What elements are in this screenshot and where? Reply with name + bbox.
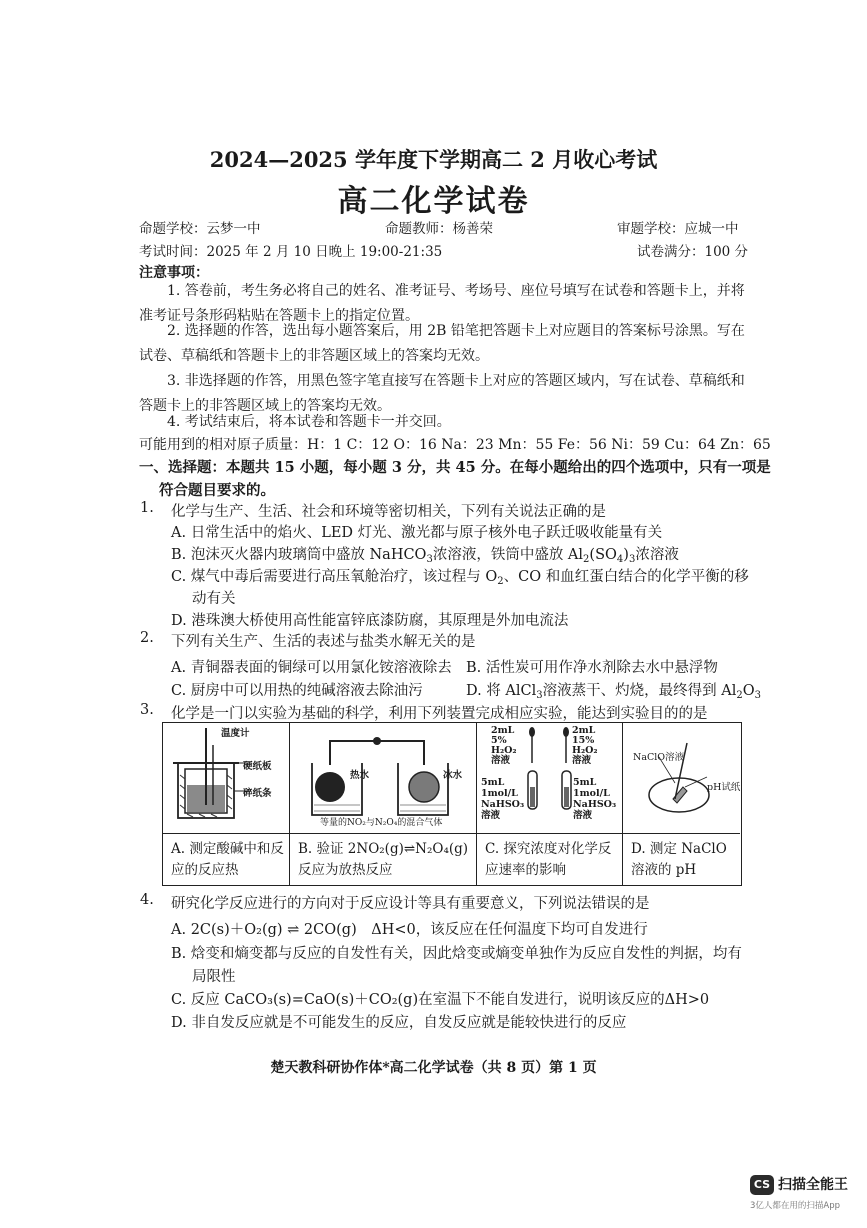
teacher-label: 命题教师：杨善荣 bbox=[385, 221, 493, 237]
experiment-a bbox=[163, 723, 290, 885]
scanner-watermark bbox=[748, 1172, 866, 1228]
q1-option-c-cont: 动有关 bbox=[192, 591, 236, 607]
q4-number: 4. bbox=[140, 892, 154, 908]
tube-left-top-label: 2mL 5% H₂O₂ 溶液 bbox=[491, 725, 517, 766]
experiment-d bbox=[623, 723, 740, 885]
q1-stem: 化学与生产、生活、社会和环境等密切相关，下列有关说法正确的是 bbox=[171, 504, 606, 520]
calorimeter-diagram bbox=[163, 723, 288, 831]
q1-number: 1. bbox=[140, 500, 154, 516]
note-4: 4. 考试结束后，将本试卷和答题卡一并交回。 bbox=[167, 414, 451, 430]
paper-scraps-label: 碎纸条 bbox=[243, 788, 272, 799]
q4-option-a: A. 2C(s)＋O₂(g) ⇌ 2CO(g) ΔH<0，该反应在任何温度下均可自发进行 bbox=[171, 922, 648, 938]
q2-option-c: C. 厨房中可以用热的纯碱溶液去除油污 bbox=[171, 683, 423, 699]
q3-number: 3. bbox=[140, 702, 154, 718]
q2-number: 2. bbox=[140, 630, 154, 646]
q4-option-b: B. 焓变和熵变都与反应的自发性有关，因此焓变或熵变单独作为反应自发性的判据，均有 bbox=[171, 946, 742, 962]
q4-stem: 研究化学反应进行的方向对于反应设计等具有重要意义，下列说法错误的是 bbox=[171, 896, 650, 912]
ph-test-diagram bbox=[623, 723, 741, 831]
exam-time: 考试时间：2025 年 2 月 10 日晚上 19:00-21:35 bbox=[139, 244, 443, 260]
q1-option-c: C. 煤气中毒后需要进行高压氧舱治疗，该过程与 $O_2$、CO 和血红蛋白结合的化学平衡的移 bbox=[171, 569, 749, 587]
tube-left-bottom-label: 5mL 1mol/L NaHSO₃ 溶液 bbox=[481, 777, 525, 821]
exam-subtitle: 高二化学试卷 bbox=[337, 184, 530, 219]
atomic-masses: 可能用到的相对原子质量：H：1 C：12 O：16 Na：23 Mn：55 Fe：56 Ni：59 Cu：64 Zn：65 bbox=[139, 437, 771, 453]
q4-option-d: D. 非自发反应就是不可能发生的反应，自发反应就是能较快进行的反应 bbox=[171, 1015, 627, 1031]
school-label: 命题学校：云梦一中 bbox=[139, 221, 261, 237]
cardboard-label: 硬纸板 bbox=[243, 761, 272, 772]
page-footer: 楚天教科研协作体*高二化学试卷（共 8 页）第 1 页 bbox=[270, 1060, 597, 1076]
experiment-d-caption: D. 测定 NaClO 溶液的 pH bbox=[631, 841, 727, 878]
full-score: 试卷满分：100 分 bbox=[637, 244, 749, 260]
exam-title: 2024—2025 学年度下学期高二 2 月收心考试 bbox=[209, 147, 658, 172]
q2-option-a: A. 青铜器表面的铜绿可以用氯化铵溶液除去 bbox=[171, 660, 452, 676]
reviewer-label: 审题学校：应城一中 bbox=[617, 221, 739, 237]
notes-title: 注意事项： bbox=[139, 265, 209, 281]
experiment-b bbox=[290, 723, 477, 885]
watermark-app-name: 扫描全能王 bbox=[778, 1177, 848, 1193]
note-3: 3. 非选择题的作答，用黑色签字笔直接写在答题卡上对应的答题区域内，写在试卷、草稿纸和答题卡上的非答题区域上的答案均无效。 bbox=[139, 373, 745, 414]
thermometer-label: 温度计 bbox=[221, 728, 250, 739]
q4-option-b-cont: 局限性 bbox=[192, 969, 236, 985]
q2-option-d: D. 将 AlCl$_3$溶液蒸干、灼烧，最终得到 $Al_2O_3$ bbox=[466, 683, 762, 701]
note-1: 1. 答卷前，考生务必将自己的姓名、准考证号、考场号、座位号填写在试卷和答题卡上，并将准考证号条形码粘贴在答题卡上的指定位置。 bbox=[139, 283, 745, 324]
q1-option-a: A. 日常生活中的焰火、LED 灯光、激光都与原子核外电子跃迁吸收能量有关 bbox=[171, 525, 663, 541]
ph-paper-label: pH试纸 bbox=[707, 782, 741, 793]
note-2: 2. 选择题的作答，选出每小题答案后，用 2B 铅笔把答题卡上对应题目的答案标号涂黑。写在试卷、草稿纸和答题卡上的非答题区域上的答案均无效。 bbox=[139, 323, 745, 364]
tube-right-top-label: 2mL 15% H₂O₂ 溶液 bbox=[572, 725, 598, 766]
hot-water-label: 热水 bbox=[350, 770, 370, 781]
watermark-tagline: 3亿人都在用的扫描App bbox=[750, 1201, 841, 1211]
experiment-table bbox=[162, 722, 742, 886]
gas-mixture-label: 等量的NO₂与N₂O₄的混合气体 bbox=[320, 818, 443, 828]
experiment-a-caption: A. 测定酸碱中和反应的反应热 bbox=[171, 841, 284, 878]
experiment-b-caption: B. 验证 2NO₂(g)⇌N₂O₄(g)反应为放热反应 bbox=[298, 841, 469, 878]
camscanner-logo: CS bbox=[750, 1175, 774, 1195]
section-1-heading-cont: 符合题目要求的。 bbox=[159, 482, 275, 499]
q2-stem: 下列有关生产、生活的表述与盐类水解无关的是 bbox=[171, 634, 476, 650]
ice-water-label: 冰水 bbox=[443, 770, 463, 781]
tube-right-bottom-label: 5mL 1mol/L NaHSO₃ 溶液 bbox=[573, 777, 617, 821]
q2-option-b: B. 活性炭可用作净水剂除去水中悬浮物 bbox=[466, 660, 718, 676]
q3-stem: 化学是一门以实验为基础的科学，利用下列装置完成相应实验，能达到实验目的的是 bbox=[171, 706, 708, 722]
experiment-c bbox=[477, 723, 623, 885]
q1-option-b: B. 泡沫灭火器内玻璃筒中盛放 NaHCO$_3$浓溶液，铁筒中盛放 $Al_2(SO_4)_3$浓溶液 bbox=[171, 547, 679, 565]
q4-option-c: C. 反应 CaCO₃(s)=CaO(s)＋CO₂(g)在室温下不能自发进行，说明该反应的ΔH>0 bbox=[171, 992, 710, 1008]
q1-option-d: D. 港珠澳大桥使用高性能富锌底漆防腐，其原理是外加电流法 bbox=[171, 613, 569, 629]
naclo-solution-label: NaClO溶液 bbox=[633, 752, 685, 763]
section-1-heading: 一、选择题：本题共 15 小题，每小题 3 分，共 45 分。在每小题给出的四个选项中，只有一项是 bbox=[139, 459, 771, 476]
experiment-c-caption: C. 探究浓度对化学反应速率的影响 bbox=[485, 841, 612, 878]
